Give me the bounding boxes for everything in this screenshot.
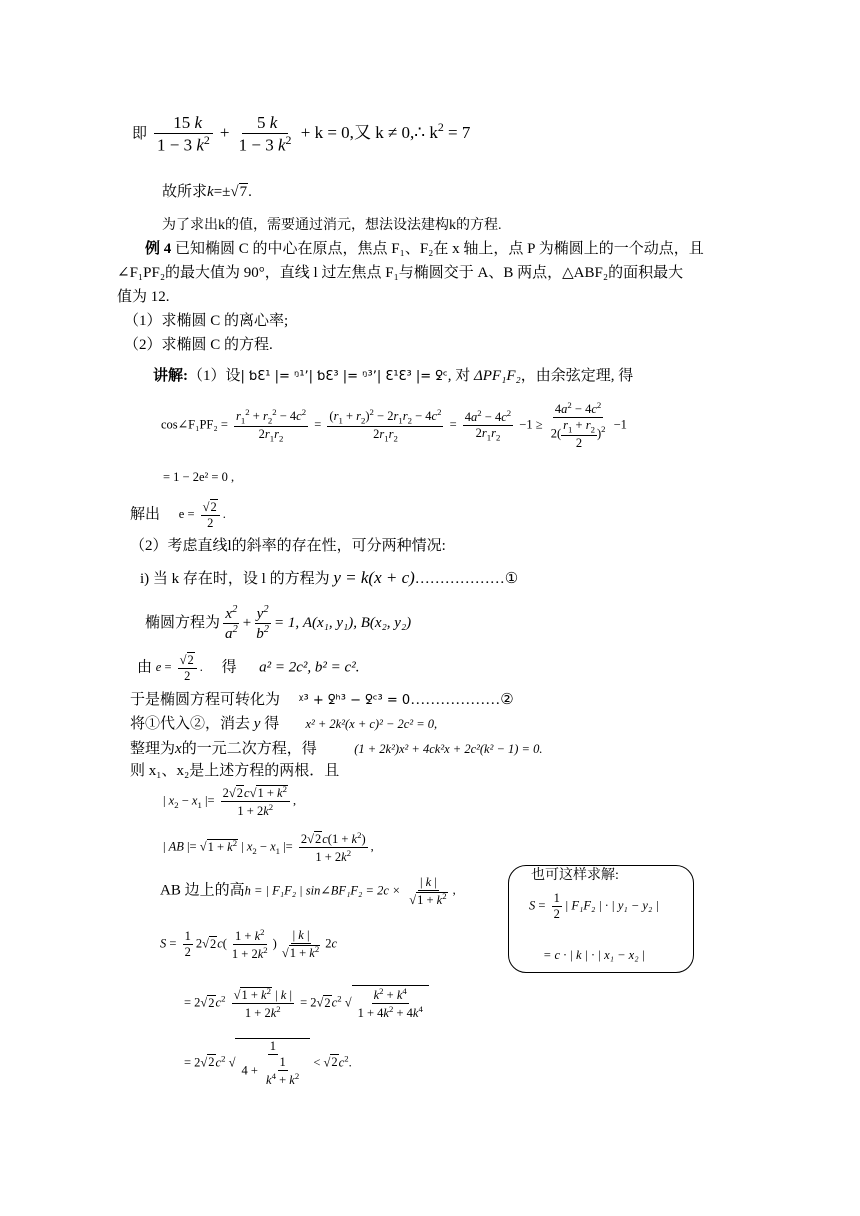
ellipse-eq: 椭圆方程为 $\frac{x^2}{a^2}$ + $\frac{y^2}{b^2}$ = 1, A(x₁, y₁), B(x₂, y₂)	[145, 604, 412, 643]
area-eq-3: = $2√2c^2$ √ 1 4 + $\frac{1}{k^4 + k^2}$ < $√2c^2$.	[184, 1039, 352, 1088]
method-note: 为了求出k的值，需要通过消元，想法设法建构k的方程.	[162, 218, 502, 233]
example-line-3: 值为 12.	[117, 289, 170, 305]
side-note-box	[508, 865, 694, 973]
part2-intro: （2）考虑直线l的斜率的存在性，可分两种情况:	[130, 538, 446, 554]
side-note-title: 也可这样求解:	[531, 868, 619, 883]
eq-ji: 即	[132, 125, 148, 142]
relation-ac: 由 e = $\frac{√2}{2}$ . 得 a² = 2c², b² = c².	[137, 653, 360, 683]
side-note-formula-2: = c · | k | · | x₁ − x₂ |	[543, 948, 646, 962]
question-1: （1）求椭圆 C 的离心率;	[124, 313, 289, 329]
equation-top: 即 $\frac{15 k}{1 - 3 k^2}$ + $\frac{5 k}{1 - 3 k^2}$ + k = 0,又 k ≠ 0,∴ $k^2 = 7$	[132, 113, 471, 155]
question-2: （2）求椭圆 C 的方程.	[124, 337, 273, 353]
area-eq-1: S = $\frac{1}{2}$ 2√2c( $\frac{1 + k^2}{1 + 2k^2}$ ) $\frac{| k |}{√1 + k^2}$ 2c	[160, 927, 338, 962]
solve-e: 解出 e = $\frac{√2}{2}$ .	[130, 500, 226, 530]
substitute-line: 将①代入②，消去 y 得 x² + 2k²(x + c)² − 2c² = 0,	[130, 716, 438, 732]
side-note-formula-1: S = $\frac{1}{2}$ | F₁F₂ | · | y₁ − y₂ |	[529, 891, 659, 921]
example-line-2: ∠F₁PF₂的最大值为 90°，直线 l 过左焦点 F₁与椭圆交于 A、B 两点，△ABF₂的面积最大	[117, 265, 684, 281]
arrange-line: 整理为x的一元二次方程，得 (1 + 2k²)x² + 4ck²x + 2c²(k² − 1) = 0.	[130, 741, 543, 757]
convert-line: 于是椭圆方程可转化为 ᵡ³ + ꝿʰ³ − ꝿᶜ³ = 0………………②	[130, 692, 514, 708]
eq-fraction-2: $\frac{5 k}{1 - 3 k^2}$	[238, 113, 292, 155]
cos-result: = 1 − 2e² = 0 ,	[163, 470, 235, 484]
area-eq-2: = $2√2c^2$ $\frac{√1 + k^2 | k |}{1 + 2k^2}$ = $2√2c^2$ √ $\frac{k^2 + k^4}{1 + 4k^2 + 4k^4}$	[184, 985, 429, 1021]
roots-line: 则 x₁、x₂是上述方程的两根．且	[130, 763, 340, 779]
example-line-1: 例 4 已知椭圆 C 的中心在原点，焦点 F₁、F₂在 x 轴上，点 P 为椭圆上的一个动点，且	[145, 241, 704, 257]
eq-fraction-1: $\frac{15 k}{1 - 3 k^2}$	[154, 113, 212, 155]
case-i: i) 当 k 存在时，设 l 的方程为 y = k(x + c)………………①	[140, 568, 519, 587]
solution-intro: 讲解:（1）设| ƅƐ¹ |= ᵑ¹ʼ| ƅƐ³ |= ᵑ³ʼ| Ɛ¹Ɛ³ |= ꝿᶜ, 对 ΔPF₁F₂，由余弦定理, 得	[153, 368, 634, 384]
height-line: AB 边上的高h = | F₁F₂ | sin∠BF₁F₂ = 2c × $\frac{| k |}{√1 + k^2}$ ,	[160, 875, 456, 908]
answer-k: 故所求k=±√7.	[162, 184, 252, 200]
ab-length-eq: | AB |= $√1 + k^2$ | $x_2 - x_1$ |= $\frac{2√2c(1 + k^2)}{1 + 2k^2}$ ,	[163, 830, 374, 865]
cosine-derivation: cos∠F₁PF₂ = $\frac{r_1^2 + r_2^2 - 4c^2}{2r_1r_2}$ = $\frac{(r_1 + r_2)^2 - 2r_1r_2 - 4c^2}{2r_1r_2}$ = $\frac{4a^2 - 4c^2}{2r_1r_2}$ −1 ≥ $4a^2 - 4c^2$ 2( $\frac{r_1 + r_2}{2}$ )$^2$ −1	[161, 400, 627, 451]
x-diff-eq: | $x_2 - x_1$ |= $\frac{2√2c√1 + k^2}{1 + 2k^2}$ ,	[163, 784, 297, 819]
